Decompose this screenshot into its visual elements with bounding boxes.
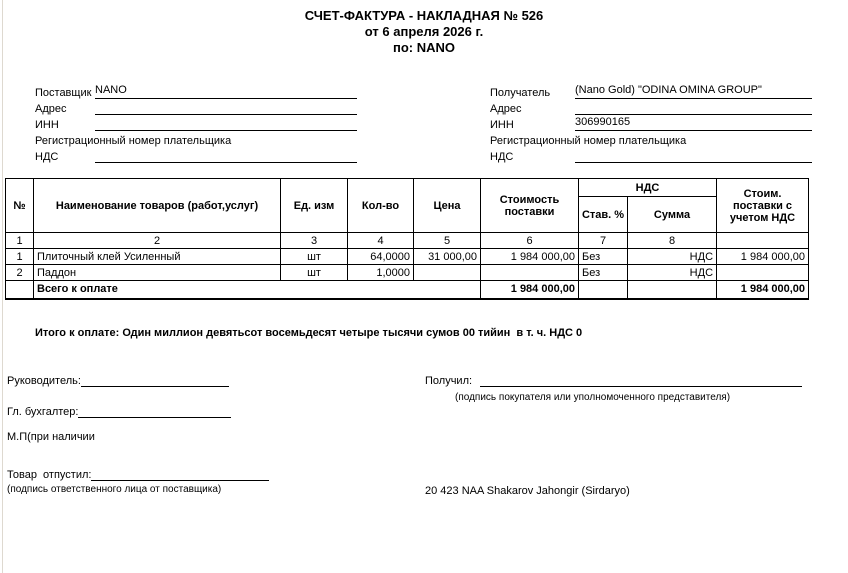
col-num-2: 2 bbox=[34, 233, 281, 249]
stamp-label: М.П(при наличии bbox=[7, 431, 95, 443]
items-table bbox=[5, 178, 809, 300]
column-numbers-row bbox=[6, 233, 809, 249]
receiver-inn-label: ИНН bbox=[490, 119, 514, 131]
supplier-label: Поставщик bbox=[35, 87, 92, 99]
col-header-num: № bbox=[6, 179, 34, 233]
receiver-address-field bbox=[575, 100, 812, 115]
supplier-address-row bbox=[35, 99, 357, 115]
supplier-address-label: Адрес bbox=[35, 103, 67, 115]
col-num-3: 3 bbox=[281, 233, 348, 249]
col-header-vat-sum: Сумма bbox=[628, 197, 717, 233]
total-row-num-cell bbox=[6, 281, 34, 299]
col-header-vat-rate: Став. % bbox=[579, 197, 628, 233]
item-name: Плиточный клей Усиленный bbox=[34, 249, 281, 265]
supplier-address-field bbox=[95, 100, 357, 115]
item-qty: 64,0000 bbox=[348, 249, 414, 265]
supplier-inn-label: ИНН bbox=[35, 119, 59, 131]
received-signature-line bbox=[480, 372, 802, 387]
item-vat-rate: Без bbox=[579, 265, 628, 281]
document-title: СЧЕТ-ФАКТУРА - НАКЛАДНАЯ № 526 bbox=[304, 8, 544, 23]
supplier-reg-label: Регистрационный номер плательщика bbox=[35, 135, 232, 147]
supplier-block bbox=[35, 83, 357, 163]
director-label: Руководитель: bbox=[7, 375, 81, 387]
item-price bbox=[414, 265, 481, 281]
amount-in-words: Итого к оплате: Один миллион девятьсот восемьдесят четыре тысячи сумов 00 тийин в т. ч. НДС 0 bbox=[35, 327, 583, 339]
footer-note: 20 423 NAA Shakarov Jahongir (Sirdaryo) bbox=[425, 485, 630, 497]
receiver-inn-row bbox=[490, 115, 812, 131]
item-total: 1 984 000,00 bbox=[717, 249, 809, 265]
supplier-reg-row bbox=[35, 131, 357, 147]
item-amount bbox=[481, 265, 579, 281]
receiver-reg-row bbox=[490, 131, 812, 147]
released-caption: (подпись ответственного лица от поставщика) bbox=[7, 484, 222, 495]
receiver-name-field: (Nano Gold) "ODINA OMINA GROUP" bbox=[575, 84, 812, 99]
supplier-inn-row bbox=[35, 115, 357, 131]
received-caption: (подпись покупателя или уполномоченного представителя) bbox=[455, 392, 731, 403]
received-label: Получил: bbox=[425, 375, 473, 387]
item-num: 2 bbox=[6, 265, 34, 281]
document-via: по: NANO bbox=[392, 40, 455, 55]
accountant-label: Гл. бухгалтер: bbox=[7, 406, 79, 418]
supplier-name-field: NANO bbox=[95, 84, 357, 99]
document-date: от 6 апреля 2026 г. bbox=[364, 24, 484, 39]
document-header bbox=[0, 8, 848, 56]
col-num-5: 5 bbox=[414, 233, 481, 249]
col-header-total: Стоим. поставки с учетом НДС bbox=[717, 179, 809, 233]
col-header-vat-group: НДС bbox=[579, 179, 717, 197]
supplier-inn-field bbox=[95, 116, 357, 131]
item-total bbox=[717, 265, 809, 281]
total-row-vat-rate-cell bbox=[579, 281, 628, 299]
total-row-total: 1 984 000,00 bbox=[717, 281, 809, 299]
released-signature-line bbox=[91, 466, 269, 481]
page-gridline bbox=[2, 0, 3, 573]
total-row-amount: 1 984 000,00 bbox=[481, 281, 579, 299]
supplier-vat-field bbox=[95, 148, 357, 163]
received-signature-row bbox=[425, 372, 802, 387]
accountant-signature-line bbox=[78, 403, 231, 418]
receiver-address-label: Адрес bbox=[490, 103, 522, 115]
col-num-4: 4 bbox=[348, 233, 414, 249]
total-row-vat-sum-cell bbox=[628, 281, 717, 299]
item-qty: 1,0000 bbox=[348, 265, 414, 281]
total-row bbox=[6, 281, 809, 299]
item-price: 31 000,00 bbox=[414, 249, 481, 265]
receiver-inn-field: 306990165 bbox=[575, 116, 812, 131]
col-num-7: 7 bbox=[579, 233, 628, 249]
total-row-label: Всего к оплате bbox=[34, 281, 481, 299]
col-num-6: 6 bbox=[481, 233, 579, 249]
col-num-8: 8 bbox=[628, 233, 717, 249]
receiver-reg-label: Регистрационный номер плательщика bbox=[490, 135, 687, 147]
table-row bbox=[6, 249, 809, 265]
supplier-vat-label: НДС bbox=[35, 151, 59, 163]
item-unit: шт bbox=[281, 249, 348, 265]
accountant-signature-row bbox=[7, 403, 231, 418]
supplier-vat-row bbox=[35, 147, 357, 163]
item-vat-sum: НДС bbox=[628, 249, 717, 265]
receiver-vat-row bbox=[490, 147, 812, 163]
receiver-name-row bbox=[490, 83, 812, 99]
col-header-price: Цена bbox=[414, 179, 481, 233]
col-num-1: 1 bbox=[6, 233, 34, 249]
receiver-vat-label: НДС bbox=[490, 151, 514, 163]
col-header-unit: Ед. изм bbox=[281, 179, 348, 233]
receiver-address-row bbox=[490, 99, 812, 115]
col-num-8b bbox=[717, 233, 809, 249]
released-signature-row bbox=[7, 466, 269, 481]
director-signature-row bbox=[7, 372, 229, 387]
item-unit: шт bbox=[281, 265, 348, 281]
receiver-block bbox=[490, 83, 812, 163]
col-header-qty: Кол-во bbox=[348, 179, 414, 233]
item-vat-rate: Без bbox=[579, 249, 628, 265]
item-name: Паддон bbox=[34, 265, 281, 281]
director-signature-line bbox=[81, 372, 229, 387]
supplier-name-row bbox=[35, 83, 357, 99]
receiver-label: Получатель bbox=[490, 87, 551, 99]
item-num: 1 bbox=[6, 249, 34, 265]
table-row bbox=[6, 265, 809, 281]
col-header-amount: Стоимость поставки bbox=[481, 179, 579, 233]
receiver-vat-field bbox=[575, 148, 812, 163]
item-vat-sum: НДС bbox=[628, 265, 717, 281]
table-header-row bbox=[6, 179, 809, 197]
col-header-name: Наименование товаров (работ,услуг) bbox=[34, 179, 281, 233]
item-amount: 1 984 000,00 bbox=[481, 249, 579, 265]
released-label: Товар отпустил: bbox=[7, 469, 92, 481]
